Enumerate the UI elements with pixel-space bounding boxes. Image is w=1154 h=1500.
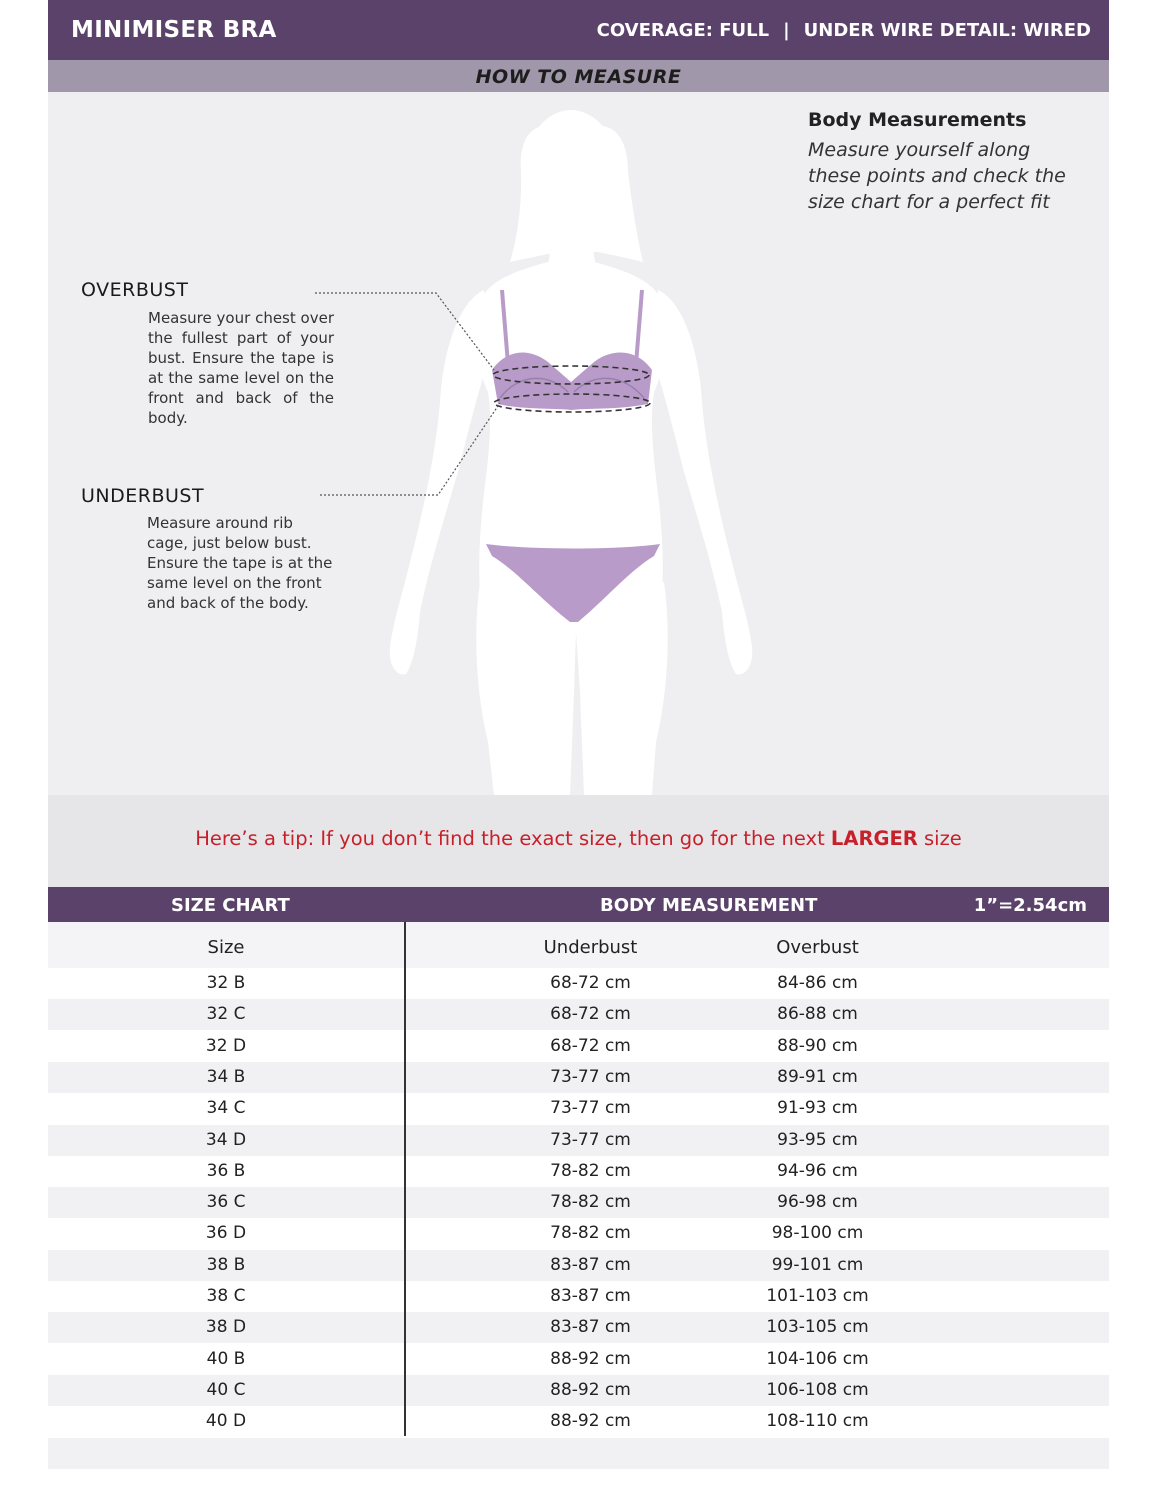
row-size: 34 D [205, 1129, 247, 1150]
neck-shape [548, 222, 596, 267]
row-overbust: 99-101 cm [771, 1254, 864, 1275]
row-underbust: 78-82 cm [550, 1192, 631, 1213]
row-underbust: 78-82 cm [550, 1223, 631, 1244]
underbust-instructions: Measure around rib cage, just below bust. Ensure the tape is at the same level on the front and back of the body. [147, 514, 333, 612]
row-size: 40 C [206, 1379, 246, 1400]
right-arm-shape [654, 290, 752, 675]
row-size: 36 D [205, 1223, 247, 1244]
row-overbust: 84-86 cm [777, 973, 858, 993]
row-overbust: 91-93 cm [777, 1098, 858, 1119]
sizing-tip [48, 795, 1109, 887]
body-measurements-text: Measure yourself along these points and check the size chart for a perfect fit [808, 139, 1066, 213]
overbust-heading: OVERBUST [81, 279, 189, 301]
row-overbust: 98-100 cm [771, 1223, 864, 1244]
row-size: 38 B [206, 1254, 246, 1275]
row-underbust: 68-72 cm [550, 1035, 631, 1056]
empty-table-row [48, 1469, 1109, 1500]
product-details [597, 0, 1091, 62]
row-underbust: 73-77 cm [550, 1098, 631, 1119]
product-title: MINIMISER BRA [71, 17, 277, 43]
left-arm-shape [390, 290, 488, 675]
body-measurements-note [808, 109, 1068, 215]
table-row [48, 968, 1109, 999]
row-size: 40 B [206, 1348, 246, 1369]
head-shape [524, 110, 618, 234]
table-row [48, 1250, 1109, 1281]
details-separator: | [783, 20, 790, 41]
row-overbust: 104-106 cm [766, 1348, 869, 1369]
table-row [48, 1218, 1109, 1249]
underbust-pointer-line [320, 403, 500, 495]
row-overbust: 103-105 cm [766, 1317, 869, 1338]
row-overbust: 108-110 cm [766, 1411, 869, 1432]
body-measurement-title: BODY MEASUREMENT [600, 895, 818, 916]
tip-emphasis: LARGER [830, 827, 918, 850]
row-overbust: 106-108 cm [766, 1379, 869, 1400]
row-size: 36 C [206, 1192, 246, 1213]
table-row [48, 999, 1109, 1030]
underwire-label: UNDER WIRE DETAIL: WIRED [803, 20, 1091, 41]
overbust-instructions: Measure your chest over the fullest part of your bust. Ensure the tape is at the same level on the front and back of the body. [148, 309, 334, 427]
header-bar [48, 0, 1109, 60]
body-measurements-heading: Body Measurements [808, 109, 1027, 131]
row-size: 32 C [206, 1004, 246, 1025]
row-underbust: 88-92 cm [550, 1411, 631, 1432]
row-size: 32 D [205, 1035, 247, 1056]
table-row [48, 1344, 1109, 1375]
row-underbust: 68-72 cm [550, 973, 631, 993]
table-row [48, 1375, 1109, 1406]
underbust-heading: UNDERBUST [81, 485, 205, 507]
row-underbust: 88-92 cm [550, 1379, 631, 1400]
row-size: 36 B [206, 1160, 246, 1181]
row-underbust: 73-77 cm [550, 1066, 631, 1087]
row-overbust: 86-88 cm [777, 1004, 858, 1025]
table-row [48, 1031, 1109, 1062]
column-header-overbust: Overbust [776, 937, 859, 958]
measurement-illustration-panel [48, 92, 1109, 795]
row-size: 32 B [206, 973, 246, 993]
size-guide-page [48, 0, 1109, 1500]
coverage-label: COVERAGE: FULL [596, 20, 770, 41]
row-underbust: 73-77 cm [550, 1129, 631, 1150]
table-row [48, 1281, 1109, 1312]
tip-prefix: Here’s a tip: If you don’t find the exact size, then go for the next [195, 827, 831, 850]
table-row [48, 1406, 1109, 1437]
empty-table-row [48, 1438, 1109, 1469]
row-size: 38 D [205, 1317, 247, 1338]
row-size: 34 C [206, 1098, 246, 1119]
size-column-divider [404, 922, 406, 1436]
inch-conversion: 1”=2.54cm [973, 895, 1087, 916]
row-overbust: 93-95 cm [777, 1129, 858, 1150]
column-header-size: Size [207, 937, 245, 958]
row-overbust: 96-98 cm [777, 1192, 858, 1213]
table-row [48, 1093, 1109, 1124]
row-overbust: 94-96 cm [777, 1160, 858, 1181]
row-size: 34 B [206, 1066, 246, 1087]
row-underbust: 83-87 cm [550, 1254, 631, 1275]
table-row [48, 1125, 1109, 1156]
row-overbust: 101-103 cm [766, 1286, 869, 1306]
row-overbust: 89-91 cm [777, 1066, 858, 1087]
row-underbust: 83-87 cm [550, 1317, 631, 1338]
row-size: 38 C [206, 1286, 246, 1306]
column-header-underbust: Underbust [543, 937, 638, 958]
table-row [48, 1062, 1109, 1093]
row-underbust: 83-87 cm [550, 1286, 631, 1306]
row-overbust: 88-90 cm [777, 1035, 858, 1056]
size-chart-header [48, 887, 1109, 922]
row-underbust: 88-92 cm [550, 1348, 631, 1369]
table-row [48, 1156, 1109, 1187]
how-to-measure-heading: HOW TO MEASURE [48, 60, 1109, 92]
tip-suffix: size [917, 827, 962, 850]
row-underbust: 78-82 cm [550, 1160, 631, 1181]
table-row [48, 1187, 1109, 1218]
table-row [48, 1312, 1109, 1343]
row-underbust: 68-72 cm [550, 1004, 631, 1025]
row-size: 40 D [205, 1411, 247, 1432]
size-table-column-headers [48, 922, 1109, 969]
size-chart-title: SIZE CHART [171, 895, 290, 916]
